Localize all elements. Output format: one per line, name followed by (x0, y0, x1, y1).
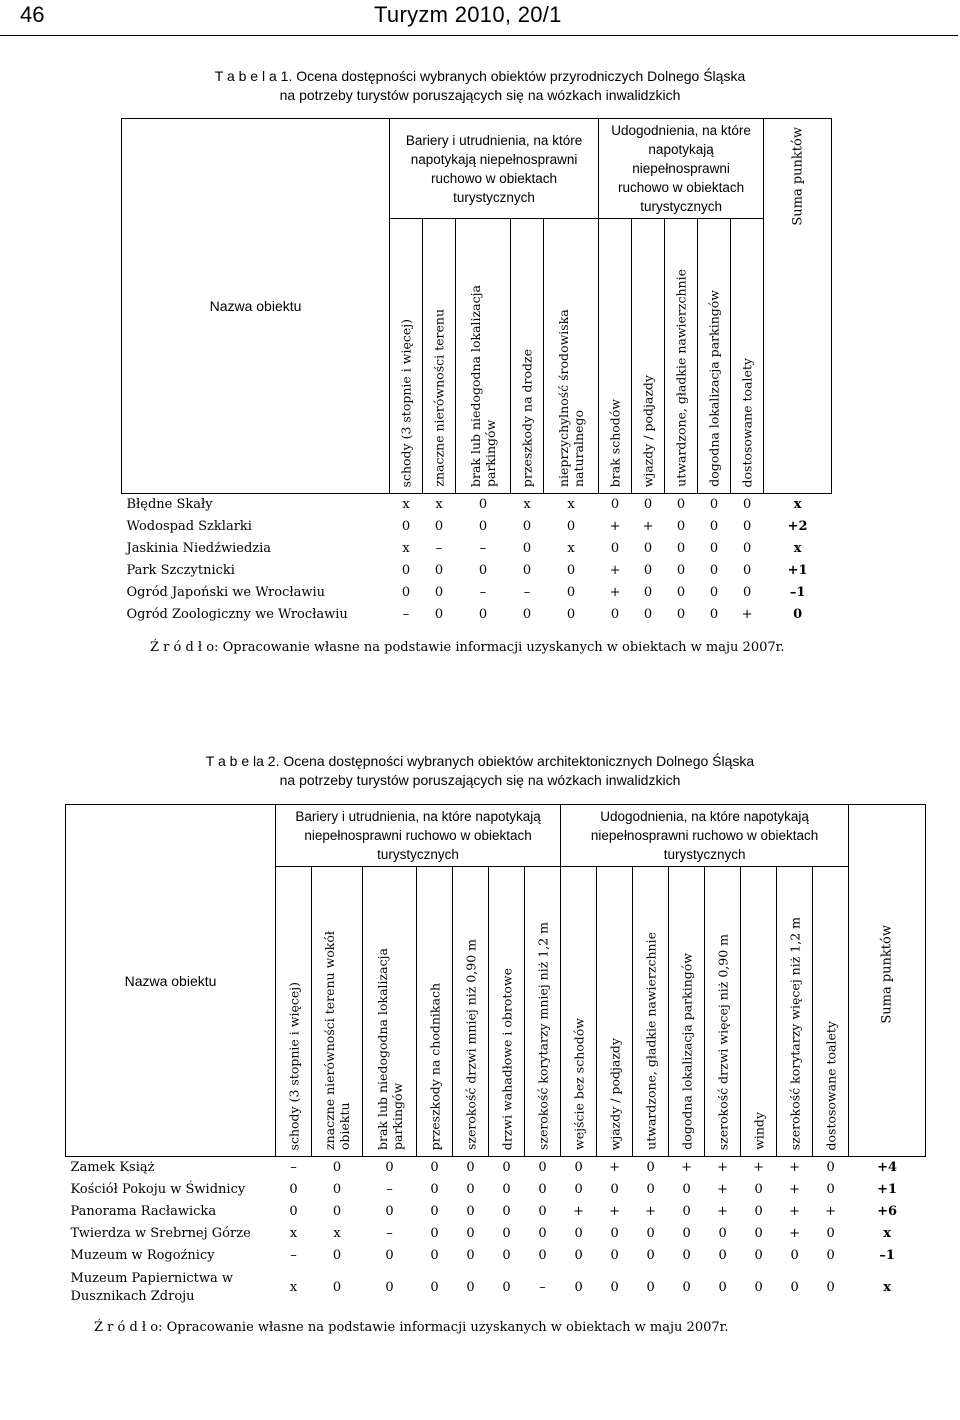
table2-col-label: schody (3 stopnie i więcej) (286, 981, 301, 1150)
table2-col-header (597, 867, 633, 1157)
row-object-name: Park Szczytnicki (126, 563, 235, 578)
row-value-cell: 0 (289, 1204, 298, 1219)
row-value-cell: 0 (332, 1248, 342, 1263)
row-value-cell: 0 (502, 1204, 511, 1219)
table2-col-header (363, 867, 417, 1157)
row-value-cell: 0 (646, 1182, 655, 1197)
table1-col-header (599, 219, 632, 494)
table1-source (150, 640, 785, 655)
row-value-cell: 0 (434, 563, 444, 578)
row-value-cell: 0 (790, 1280, 799, 1295)
row-sum-cell: x (793, 497, 802, 513)
row-object-name: Zamek Książ (70, 1160, 155, 1176)
row-value-cell: 0 (522, 541, 532, 556)
table-row (122, 582, 832, 604)
header-rule (0, 35, 958, 36)
row-value-cell: 0 (385, 1280, 394, 1295)
row-value-cell: + (741, 607, 753, 622)
row-value-cell: 0 (643, 541, 653, 556)
table1-col-label: wjazdy / podjazdy (640, 374, 656, 487)
table1-caption-line1: T a b e l a 1. Ocena dostępności wybranych obiektów przyrodniczych Dolnego Śląska (214, 68, 746, 84)
row-value-cell: 0 (646, 1280, 655, 1295)
row-value-cell: + (645, 1204, 657, 1219)
row-value-cell: 0 (643, 497, 653, 513)
table1-col-header (731, 219, 764, 494)
row-value-cell: + (789, 1160, 801, 1176)
row-value-cell: 0 (646, 1226, 655, 1241)
row-value-cell: 0 (538, 1248, 547, 1263)
row-value-cell: – (290, 1248, 297, 1263)
row-value-cell: 0 (332, 1204, 342, 1219)
row-value-cell: 0 (430, 1204, 439, 1219)
row-value-cell: 0 (718, 1226, 727, 1241)
row-value-cell: 0 (430, 1160, 439, 1176)
row-value-cell: 0 (478, 563, 488, 578)
row-sum-cell: +1 (787, 563, 808, 578)
row-value-cell: 0 (676, 541, 686, 556)
row-value-cell: 0 (466, 1280, 475, 1295)
row-value-cell: 0 (643, 563, 653, 578)
row-value-cell: 0 (709, 497, 719, 513)
table1-facilities-header: Udogodnienia, na które napotykają niepełnosprawni ruchowo w obiektach turystycznych (599, 119, 764, 219)
table2-col-label: dogodna lokalizacja parkingów (679, 953, 695, 1150)
row-value-cell: 0 (574, 1160, 583, 1176)
table2-col-header (633, 867, 669, 1157)
table-row (66, 1157, 926, 1179)
row-value-cell: – (479, 585, 487, 600)
table1-col-label: znaczne nierówności terenu (431, 309, 447, 487)
table1-col-header (544, 219, 599, 494)
row-value-cell: 0 (742, 585, 752, 600)
table1-col-label: utwardzone, gładkie nawierzchnie (673, 269, 689, 487)
row-value-cell: 0 (610, 1226, 619, 1241)
row-value-cell: 0 (478, 497, 488, 513)
row-value-cell: x (435, 497, 443, 513)
table1-col-label: brak lub niedogodna lokalizacja parkingów (468, 285, 498, 487)
table1-object-header: Nazwa obiektu (122, 119, 390, 494)
row-value-cell: 0 (522, 563, 532, 578)
row-value-cell: + (789, 1204, 801, 1219)
row-value-cell: 0 (682, 1182, 691, 1197)
table2-col-label: szerokość drzwi mniej niż 0,90 m (463, 938, 478, 1150)
table-row (66, 1245, 926, 1267)
row-value-cell: 0 (385, 1204, 394, 1219)
table2-col-header (525, 867, 561, 1157)
row-value-cell: x (333, 1226, 341, 1241)
table2-col-header (669, 867, 705, 1157)
row-value-cell: 0 (566, 585, 576, 600)
row-value-cell: 0 (676, 607, 686, 622)
row-value-cell: 0 (466, 1248, 475, 1263)
row-sum-cell: +6 (877, 1204, 898, 1219)
row-value-cell: + (789, 1226, 801, 1241)
row-value-cell: 0 (502, 1160, 511, 1176)
table2-sum-header-cell (849, 805, 926, 1157)
row-value-cell: 0 (466, 1160, 475, 1176)
table1-col-label: schody (3 stopnie i więcej) (398, 318, 414, 487)
table1-col-header (423, 219, 456, 494)
row-value-cell: – (290, 1160, 297, 1176)
row-value-cell: 0 (682, 1248, 691, 1263)
table1-col-header (632, 219, 665, 494)
row-value-cell: + (753, 1160, 765, 1176)
row-value-cell: 0 (742, 519, 752, 534)
row-object-name: Muzeum Papiernictwa w Dusznikach Zdroju (70, 1270, 234, 1304)
row-value-cell: 0 (466, 1182, 475, 1197)
row-value-cell: 0 (682, 1226, 691, 1241)
row-sum-cell: +4 (877, 1160, 898, 1176)
row-value-cell: 0 (709, 519, 719, 534)
row-value-cell: 0 (826, 1160, 835, 1176)
table1-col-label: nieprzychylność środowiska naturalnego (556, 309, 587, 487)
table-row (66, 1267, 926, 1309)
row-value-cell: – (386, 1226, 393, 1241)
row-value-cell: 0 (502, 1226, 511, 1241)
table1-caption-line2: na potrzeby turystów poruszających się na wózkach inwalidzkich (279, 87, 681, 103)
row-object-name: Ogród Zoologiczny we Wrocławiu (126, 607, 348, 622)
row-value-cell: 0 (332, 1182, 342, 1197)
table2-caption-line2: na potrzeby turystów poruszających się na wózkach inwalidzkich (279, 772, 681, 788)
row-value-cell: + (609, 1160, 621, 1176)
row-value-cell: 0 (676, 563, 686, 578)
row-value-cell: 0 (610, 541, 620, 556)
row-value-cell: 0 (502, 1248, 511, 1263)
row-value-cell: 0 (522, 607, 532, 622)
table2-col-label: drzwi wahadłowe i obrotowe (499, 967, 514, 1150)
table1-col-label: dostosowane toalety (739, 357, 755, 487)
table-row (122, 516, 832, 538)
row-sum-cell: –1 (789, 585, 806, 600)
table1-col-header (511, 219, 544, 494)
row-value-cell: 0 (538, 1160, 547, 1176)
row-object-name: Błędne Skały (126, 497, 213, 513)
row-value-cell: 0 (401, 519, 411, 534)
row-value-cell: 0 (646, 1248, 655, 1263)
row-sum-cell: +2 (787, 519, 808, 534)
row-sum-cell: x (793, 541, 802, 556)
row-value-cell: 0 (566, 563, 576, 578)
journal-title: Turyzm 2010, 20/1 (374, 2, 562, 27)
table2-col-label: szerokość korytarzy mniej niż 1,2 m (535, 921, 551, 1150)
row-value-cell: 0 (826, 1248, 835, 1263)
row-value-cell: 0 (676, 519, 686, 534)
table-row (66, 1201, 926, 1223)
row-value-cell: 0 (401, 585, 411, 600)
row-value-cell: 0 (430, 1226, 439, 1241)
row-value-cell: 0 (466, 1226, 475, 1241)
row-value-cell: 0 (676, 497, 686, 513)
row-value-cell: – (539, 1280, 546, 1295)
row-value-cell: – (435, 541, 443, 556)
table2-source-text: Opracowanie własne na podstawie informacji uzyskanych w obiektach w maju 2007r. (162, 1320, 729, 1335)
row-value-cell: 0 (643, 585, 653, 600)
table1-barriers-header: Bariery i utrudnienia, na które napotykają niepełnosprawni ruchowo w obiektach turystycznych (390, 119, 599, 219)
table1-col-header (456, 219, 511, 494)
row-value-cell: 0 (574, 1248, 583, 1263)
row-value-cell: 0 (676, 585, 686, 600)
table2-col-label: dostosowane toalety (823, 1020, 839, 1150)
row-value-cell: + (573, 1204, 585, 1219)
row-object-name: Wodospad Szklarki (126, 519, 252, 534)
table2-object-header: Nazwa obiektu (66, 805, 276, 1157)
row-value-cell: x (402, 541, 410, 556)
table2-facilities-header: Udogodnienia, na które napotykają niepełnosprawni ruchowo w obiektach turystycznych (561, 805, 849, 867)
row-value-cell: + (609, 1204, 621, 1219)
row-value-cell: 0 (709, 585, 719, 600)
table2-caption (0, 752, 960, 790)
row-value-cell: – (402, 607, 410, 622)
row-value-cell: x (289, 1280, 298, 1295)
row-value-cell: + (717, 1160, 729, 1176)
table2-col-label: przeszkody na chodnikach (427, 982, 442, 1150)
table2-col-header (489, 867, 525, 1157)
row-value-cell: x (289, 1226, 298, 1241)
row-value-cell: 0 (826, 1280, 835, 1295)
table2-col-header (453, 867, 489, 1157)
table1-col-label: brak schodów (607, 398, 623, 487)
table-row (66, 1179, 926, 1201)
row-value-cell: 0 (682, 1280, 691, 1295)
row-value-cell: 0 (385, 1248, 394, 1263)
table2-col-header (312, 867, 363, 1157)
row-value-cell: 0 (742, 563, 752, 578)
row-value-cell: 0 (566, 607, 576, 622)
table2-col-label: brak lub niedogodna lokalizacja parkingów (374, 948, 405, 1150)
row-value-cell: 0 (332, 1280, 342, 1295)
table-row (122, 538, 832, 560)
table2-col-label: windy (751, 1112, 767, 1150)
row-value-cell: 0 (709, 563, 719, 578)
row-value-cell: 0 (709, 607, 719, 622)
row-value-cell: 0 (826, 1226, 835, 1241)
table-row (122, 604, 832, 626)
row-value-cell: 0 (643, 607, 653, 622)
table2-col-header (276, 867, 312, 1157)
row-value-cell: 0 (502, 1182, 511, 1197)
table1-col-header (390, 219, 423, 494)
row-value-cell: 0 (522, 519, 532, 534)
row-object-name: Kościół Pokoju w Świdnicy (70, 1182, 246, 1197)
table2-caption-line1: T a b e la 2. Ocena dostępności wybranych obiektów architektonicznych Dolnego Śląska (205, 753, 755, 769)
row-value-cell: + (642, 519, 654, 534)
table2-col-label: utwardzone, gładkie nawierzchnie (643, 932, 659, 1150)
table1-sum-header-cell (764, 119, 832, 494)
table-row (122, 560, 832, 582)
row-sum-cell: x (883, 1280, 892, 1295)
page-header (0, 0, 960, 38)
table2-source (94, 1320, 729, 1335)
row-value-cell: 0 (709, 541, 719, 556)
row-value-cell: 0 (434, 585, 444, 600)
row-value-cell: 0 (790, 1248, 799, 1263)
row-value-cell: 0 (754, 1182, 763, 1197)
row-value-cell: 0 (718, 1248, 727, 1263)
row-value-cell: + (609, 519, 621, 534)
row-value-cell: 0 (826, 1182, 835, 1197)
row-value-cell: 0 (478, 607, 488, 622)
row-object-name: Ogród Japoński we Wrocławiu (126, 585, 325, 600)
table2-col-header (813, 867, 849, 1157)
row-value-cell: x (523, 497, 531, 513)
row-sum-cell: –1 (879, 1248, 895, 1263)
row-value-cell: 0 (610, 1248, 619, 1263)
table1-col-header (698, 219, 731, 494)
table2-col-label: wjazdy / podjazdy (607, 1037, 623, 1150)
row-value-cell: 0 (538, 1226, 547, 1241)
row-value-cell: 0 (385, 1160, 394, 1176)
row-value-cell: 0 (682, 1204, 691, 1219)
row-value-cell: 0 (502, 1280, 511, 1295)
table2-col-header (705, 867, 741, 1157)
row-value-cell: 0 (742, 541, 752, 556)
row-value-cell: 0 (538, 1204, 547, 1219)
row-value-cell: 0 (574, 1280, 583, 1295)
row-value-cell: 0 (646, 1160, 655, 1176)
row-value-cell: 0 (466, 1204, 475, 1219)
row-sum-cell: 0 (793, 607, 803, 622)
row-value-cell: 0 (289, 1182, 298, 1197)
row-value-cell: 0 (434, 519, 444, 534)
row-value-cell: 0 (754, 1280, 763, 1295)
table1-col-header (665, 219, 698, 494)
table1-source-text: Opracowanie własne na podstawie informacji uzyskanych w obiektach w maju 2007r. (218, 640, 785, 655)
table2-source-label: Ź r ó d ł o: (94, 1320, 163, 1335)
table2-col-label: znaczne nierówności terenu wokół obiektu (322, 931, 352, 1150)
table2-col-label: szerokość drzwi więcej niż 0,90 m (715, 933, 731, 1150)
row-object-name: Muzeum w Rogoźnicy (70, 1248, 215, 1263)
table1-source-label: Ź r ó d ł o: (150, 640, 219, 655)
row-value-cell: x (567, 541, 575, 556)
row-sum-cell: +1 (877, 1182, 898, 1197)
table2-col-label: szerokość korytarzy więcej niż 1,2 m (787, 916, 803, 1150)
row-value-cell: 0 (610, 1280, 619, 1295)
row-sum-cell: x (883, 1226, 892, 1241)
row-value-cell: 0 (566, 519, 576, 534)
row-value-cell: 0 (538, 1182, 547, 1197)
row-value-cell: 0 (478, 519, 488, 534)
row-value-cell: x (567, 497, 575, 513)
row-value-cell: 0 (754, 1248, 763, 1263)
row-value-cell: 0 (610, 607, 620, 622)
row-value-cell: 0 (718, 1280, 727, 1295)
table2-barriers-header: Bariery i utrudnienia, na które napotykają niepełnosprawni ruchowo w obiektach turystycznych (276, 805, 561, 867)
table1-body (122, 494, 832, 626)
row-value-cell: 0 (434, 607, 444, 622)
row-value-cell: 0 (754, 1204, 763, 1219)
row-value-cell: + (609, 585, 621, 600)
table1-col-label: dogodna lokalizacja parkingów (706, 290, 722, 487)
table1 (121, 118, 832, 626)
table2-col-header (561, 867, 597, 1157)
row-value-cell: + (717, 1204, 729, 1219)
page-number: 46 (20, 2, 45, 27)
row-value-cell: + (681, 1160, 693, 1176)
row-value-cell: 0 (401, 563, 411, 578)
row-value-cell: 0 (754, 1226, 763, 1241)
table2-col-header (777, 867, 813, 1157)
table2-sum-header: Suma punktów (879, 925, 895, 1024)
row-value-cell: 0 (574, 1182, 583, 1197)
table2-col-header (417, 867, 453, 1157)
row-value-cell: 0 (610, 497, 620, 513)
table1-sum-header: Suma punktów (790, 127, 806, 226)
row-value-cell: 0 (742, 497, 752, 513)
row-value-cell: 0 (610, 1182, 619, 1197)
row-value-cell: – (479, 541, 487, 556)
row-value-cell: – (523, 585, 531, 600)
table2-col-header (741, 867, 777, 1157)
row-value-cell: + (717, 1182, 729, 1197)
table1-caption (0, 67, 960, 105)
row-value-cell: 0 (332, 1160, 342, 1176)
row-value-cell: – (386, 1182, 393, 1197)
row-value-cell: x (402, 497, 410, 513)
row-object-name: Twierdza w Srebrnej Górze (70, 1226, 251, 1241)
table-row (122, 494, 832, 516)
row-object-name: Jaskinia Niedźwiedzia (126, 541, 272, 556)
table2 (65, 804, 926, 1309)
table2-body (66, 1157, 926, 1309)
row-value-cell: + (609, 563, 621, 578)
row-value-cell: + (825, 1204, 837, 1219)
row-object-name: Panorama Racławicka (70, 1204, 217, 1219)
table2-col-label: wejście bez schodów (571, 1018, 587, 1150)
row-value-cell: 0 (430, 1280, 439, 1295)
row-value-cell: + (789, 1182, 801, 1197)
row-value-cell: 0 (430, 1182, 439, 1197)
table1-col-label: przeszkody na drodze (519, 348, 535, 487)
table-row (66, 1223, 926, 1245)
row-value-cell: 0 (574, 1226, 583, 1241)
row-value-cell: 0 (430, 1248, 439, 1263)
